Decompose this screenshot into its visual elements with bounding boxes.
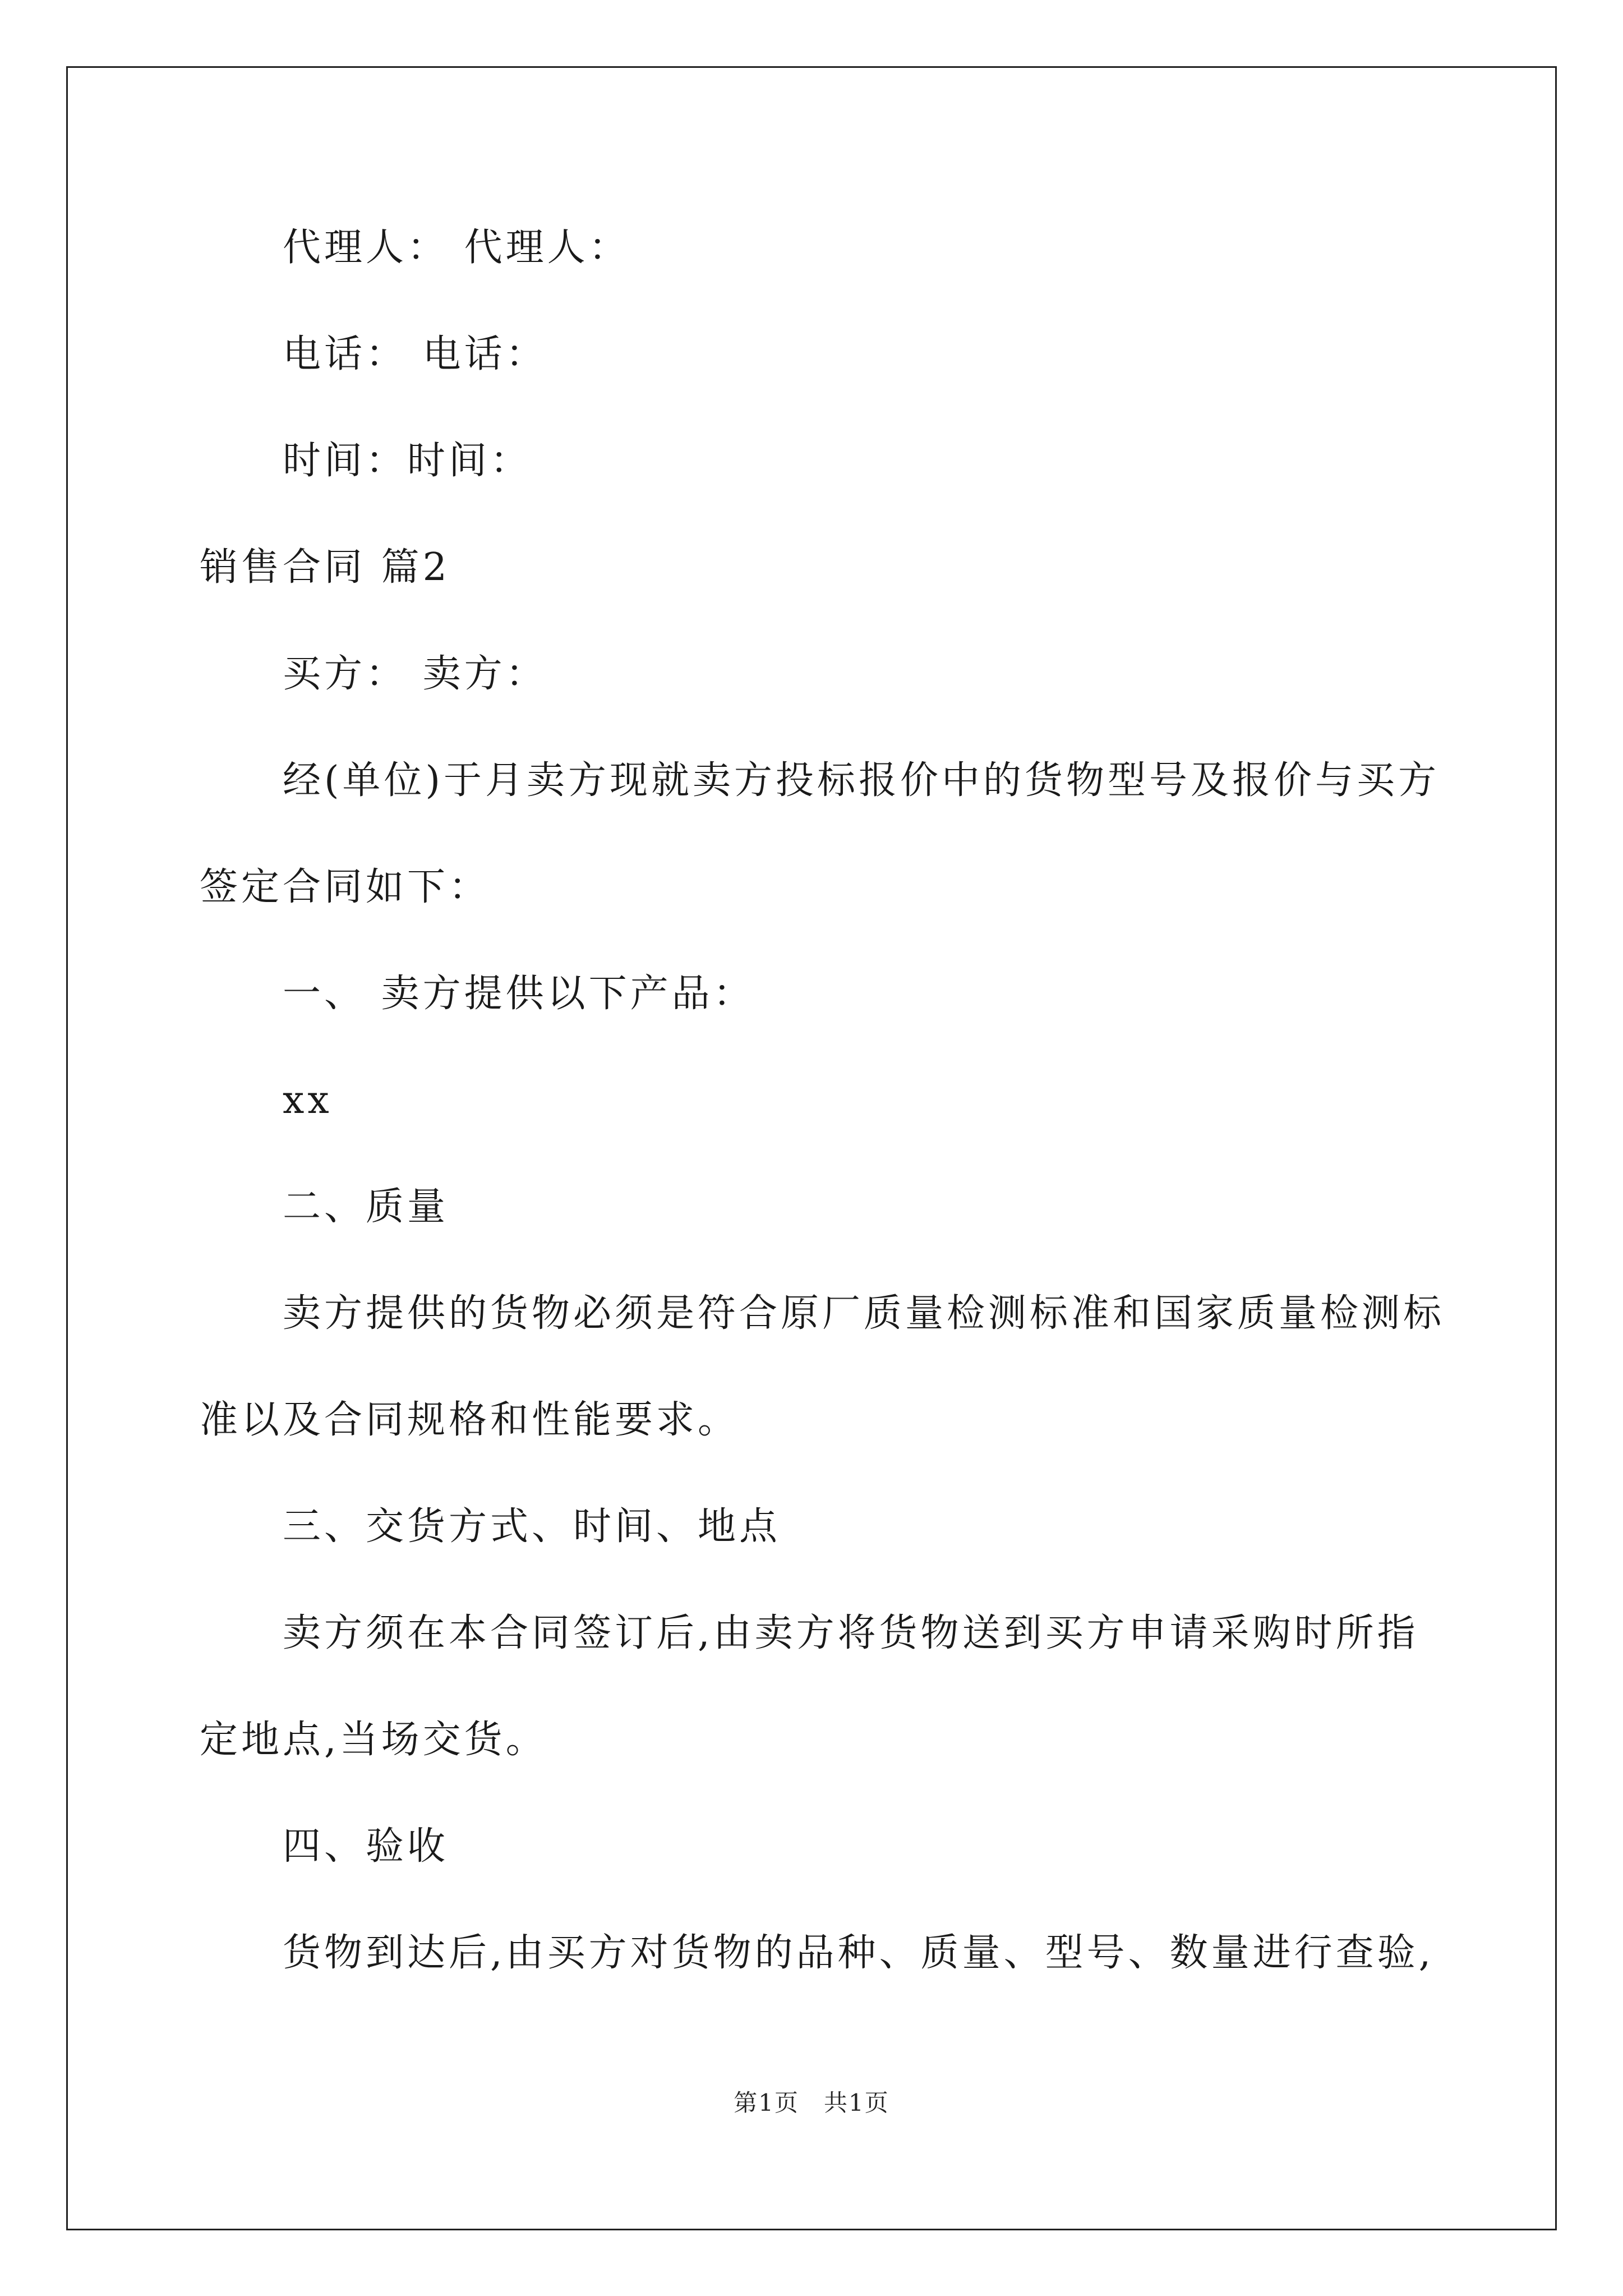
clause-heading: 三、交货方式、时间、地点 <box>283 1504 781 1549</box>
paragraph-line: 经(单位)于月卖方现就卖方投标报价中的货物型号及报价与买方 <box>283 758 1440 803</box>
paragraph-line: 定地点,当场交货。 <box>200 1718 547 1762</box>
paragraph-line: 签定合同如下： <box>200 865 491 909</box>
clause-heading: 二、质量 <box>283 1185 449 1229</box>
parties-line: 买方： 卖方： <box>283 652 547 696</box>
page-footer: 第1页 共1页 <box>734 2089 889 2116</box>
section-heading: 销售合同 篇2 <box>200 545 450 590</box>
clause-heading: 一、 卖方提供以下产品： <box>283 972 755 1016</box>
phone-line: 电话： 电话： <box>283 332 547 376</box>
paragraph-line: 卖方提供的货物必须是符合原厂质量检测标准和国家质量检测标 <box>283 1291 1445 1336</box>
placeholder-text: xx <box>283 1078 333 1122</box>
time-line: 时间：时间： <box>283 439 532 483</box>
agent-line: 代理人： 代理人： <box>283 226 630 270</box>
paragraph-line: 货物到达后,由买方对货物的品种、质量、型号、数量进行查验, <box>283 1931 1435 1975</box>
clause-heading: 四、验收 <box>283 1824 449 1869</box>
page-border <box>66 66 1557 2230</box>
paragraph-line: 准以及合同规格和性能要求。 <box>200 1398 740 1442</box>
paragraph-line: 卖方须在本合同签订后,由卖方将货物送到买方申请采购时所指 <box>283 1611 1419 1655</box>
